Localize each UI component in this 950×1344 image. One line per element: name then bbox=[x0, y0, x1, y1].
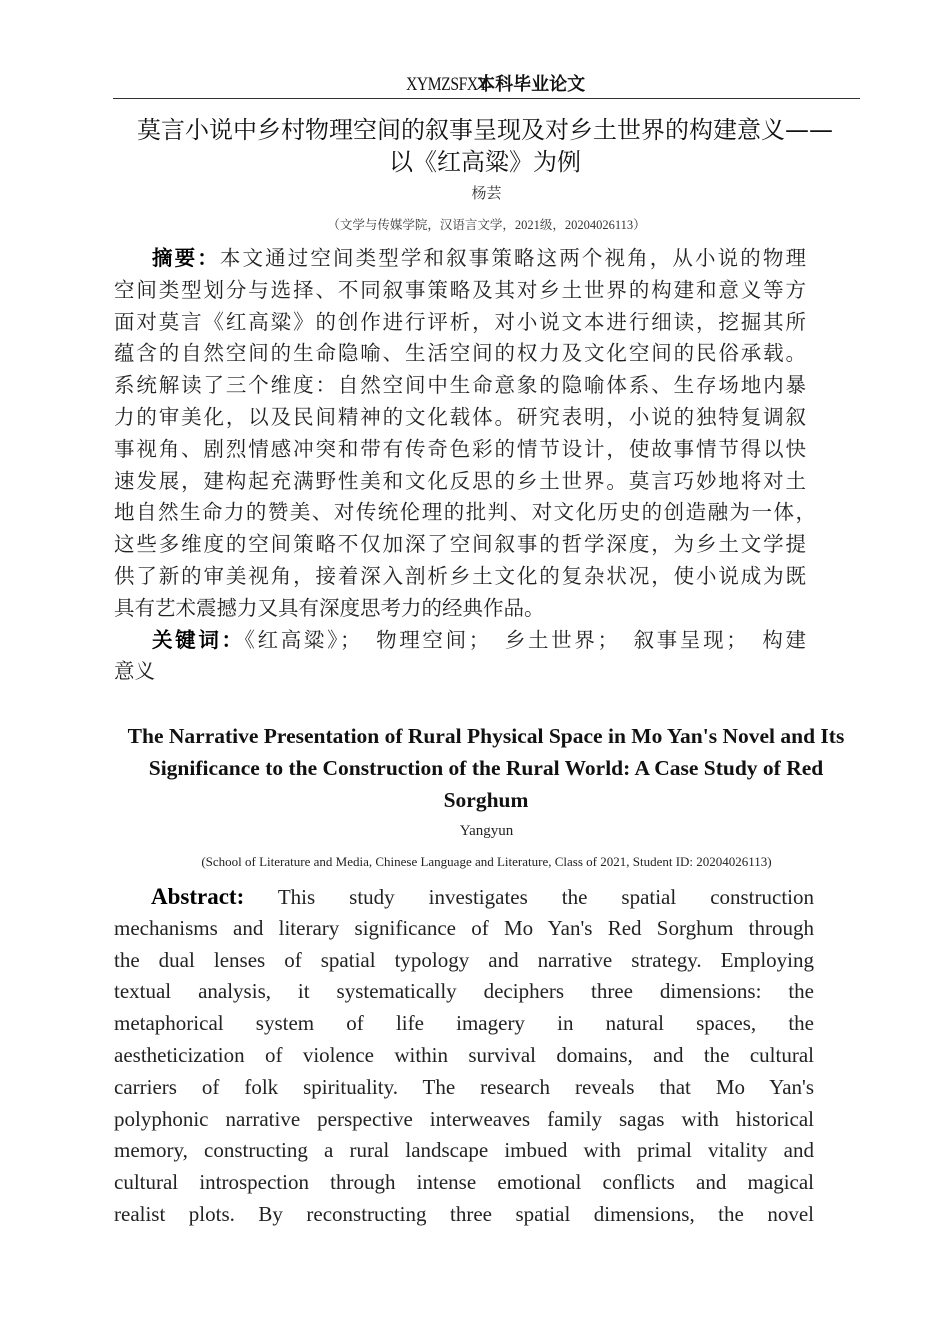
running-header bbox=[113, 72, 860, 98]
chinese-abstract-line: 摘要：本文通过空间类型学和叙事策略这两个视角，从小说的物理 bbox=[152, 246, 806, 270]
english-title-line-2: Significance to the Construction of the Rural World: A Case Study of Red bbox=[148, 756, 824, 780]
chinese-title-line-2: 以《红高粱》为例 bbox=[389, 148, 581, 176]
chinese-abstract bbox=[114, 243, 816, 688]
english-abstract-line: textual analysis, it systematically deciphers three dimensions: the bbox=[114, 979, 814, 1004]
english-title-line-1: The Narrative Presentation of Rural Physical Space in Mo Yan's Novel and Its bbox=[127, 724, 845, 748]
chinese-keywords-list: 《红高粱》； 物理空间； 乡土世界； 叙事呈现； 构建 bbox=[244, 627, 807, 652]
english-affiliation: (School of Literature and Media, Chinese Language and Literature, Class of 2021, Student ID: 20204026113) bbox=[201, 854, 772, 869]
english-abstract-label: Abstract: bbox=[151, 884, 245, 909]
english-title bbox=[100, 720, 872, 816]
chinese-abstract-line: 速发展，建构起充满野性美和文化反思的乡土世界。莫言巧妙地将对土 bbox=[114, 468, 806, 493]
chinese-author: 杨芸 bbox=[471, 184, 502, 202]
english-abstract-line: carriers of folk spirituality. The research reveals that Mo Yan's bbox=[114, 1074, 814, 1099]
header-label: 本科毕业论文 bbox=[477, 74, 586, 95]
english-title-line-3: Sorghum bbox=[443, 788, 529, 812]
chinese-abstract-line: 空间类型划分与选择、不同叙事策略及其对乡土世界的构建和意义等方 bbox=[114, 277, 806, 302]
english-abstract-line: Abstract: This study investigates the spatial construction bbox=[151, 884, 814, 909]
chinese-abstract-line: 蕴含的自然空间的生命隐喻、生活空间的权力及文化空间的民俗承载。 bbox=[114, 341, 806, 366]
chinese-abstract-line: 系统解读了三个维度：自然空间中生命意象的隐喻体系、生存场地内暴 bbox=[114, 373, 806, 398]
english-abstract-line: cultural introspection through intense emotional conflicts and magical bbox=[114, 1170, 814, 1195]
english-abstract-line: metaphorical system of life imagery in natural spaces, the bbox=[114, 1011, 814, 1036]
chinese-abstract-line: 这些多维度的空间策略不仅加深了空间叙事的哲学深度，为乡土文学提 bbox=[114, 532, 806, 557]
chinese-keywords-continued: 意义 bbox=[114, 659, 155, 684]
chinese-abstract-line: 力的审美化，以及民间精神的文化载体。研究表明，小说的独特复调叙 bbox=[114, 404, 806, 429]
chinese-affiliation: （文学与传媒学院，汉语言文学，2021级，20204026113） bbox=[327, 218, 646, 232]
english-abstract-line: memory, constructing a rural landscape imbued with primal vitality and bbox=[114, 1138, 814, 1163]
chinese-abstract-line: 面对莫言《红高粱》的创作进行评析，对小说文本进行细读，挖掘其所 bbox=[114, 309, 806, 334]
chinese-abstract-line: 具有艺术震撼力又具有深度思考力的经典作品。 bbox=[114, 595, 545, 620]
chinese-title bbox=[100, 114, 870, 178]
english-abstract-line: the dual lenses of spatial typology and narrative strategy. Employing bbox=[114, 947, 814, 972]
english-abstract-line: mechanisms and literary significance of Mo Yan's Red Sorghum through bbox=[114, 915, 814, 940]
chinese-abstract-line: 地自然生命力的赞美、对传统伦理的批判、对文化历史的创造融为一体， bbox=[114, 500, 816, 525]
chinese-keywords bbox=[114, 625, 806, 657]
chinese-abstract-line: 供了新的审美视角，接着深入剖析乡土文化的复杂状况，使小说成为既 bbox=[114, 563, 806, 588]
english-abstract-line: aestheticization of violence within survival domains, and the cultural bbox=[114, 1042, 814, 1067]
english-abstract bbox=[114, 881, 814, 1231]
chinese-abstract-label: 摘要： bbox=[152, 246, 220, 270]
header-code: XYMZSFXY bbox=[405, 74, 489, 95]
english-author: Yangyun bbox=[459, 823, 514, 839]
chinese-title-line-1: 莫言小说中乡村物理空间的叙事呈现及对乡土世界的构建意义—— bbox=[137, 116, 833, 144]
chinese-keywords-label: 关键词： bbox=[152, 627, 245, 652]
chinese-abstract-line: 事视角、剧烈情感冲突和带有传奇色彩的情节设计，使故事情节得以快 bbox=[114, 436, 806, 461]
header-rule-divider bbox=[113, 98, 860, 99]
english-abstract-line: realist plots. By reconstructing three spatial dimensions, the novel bbox=[114, 1201, 814, 1226]
english-abstract-line: polyphonic narrative perspective interweaves family sagas with historical bbox=[114, 1106, 814, 1131]
